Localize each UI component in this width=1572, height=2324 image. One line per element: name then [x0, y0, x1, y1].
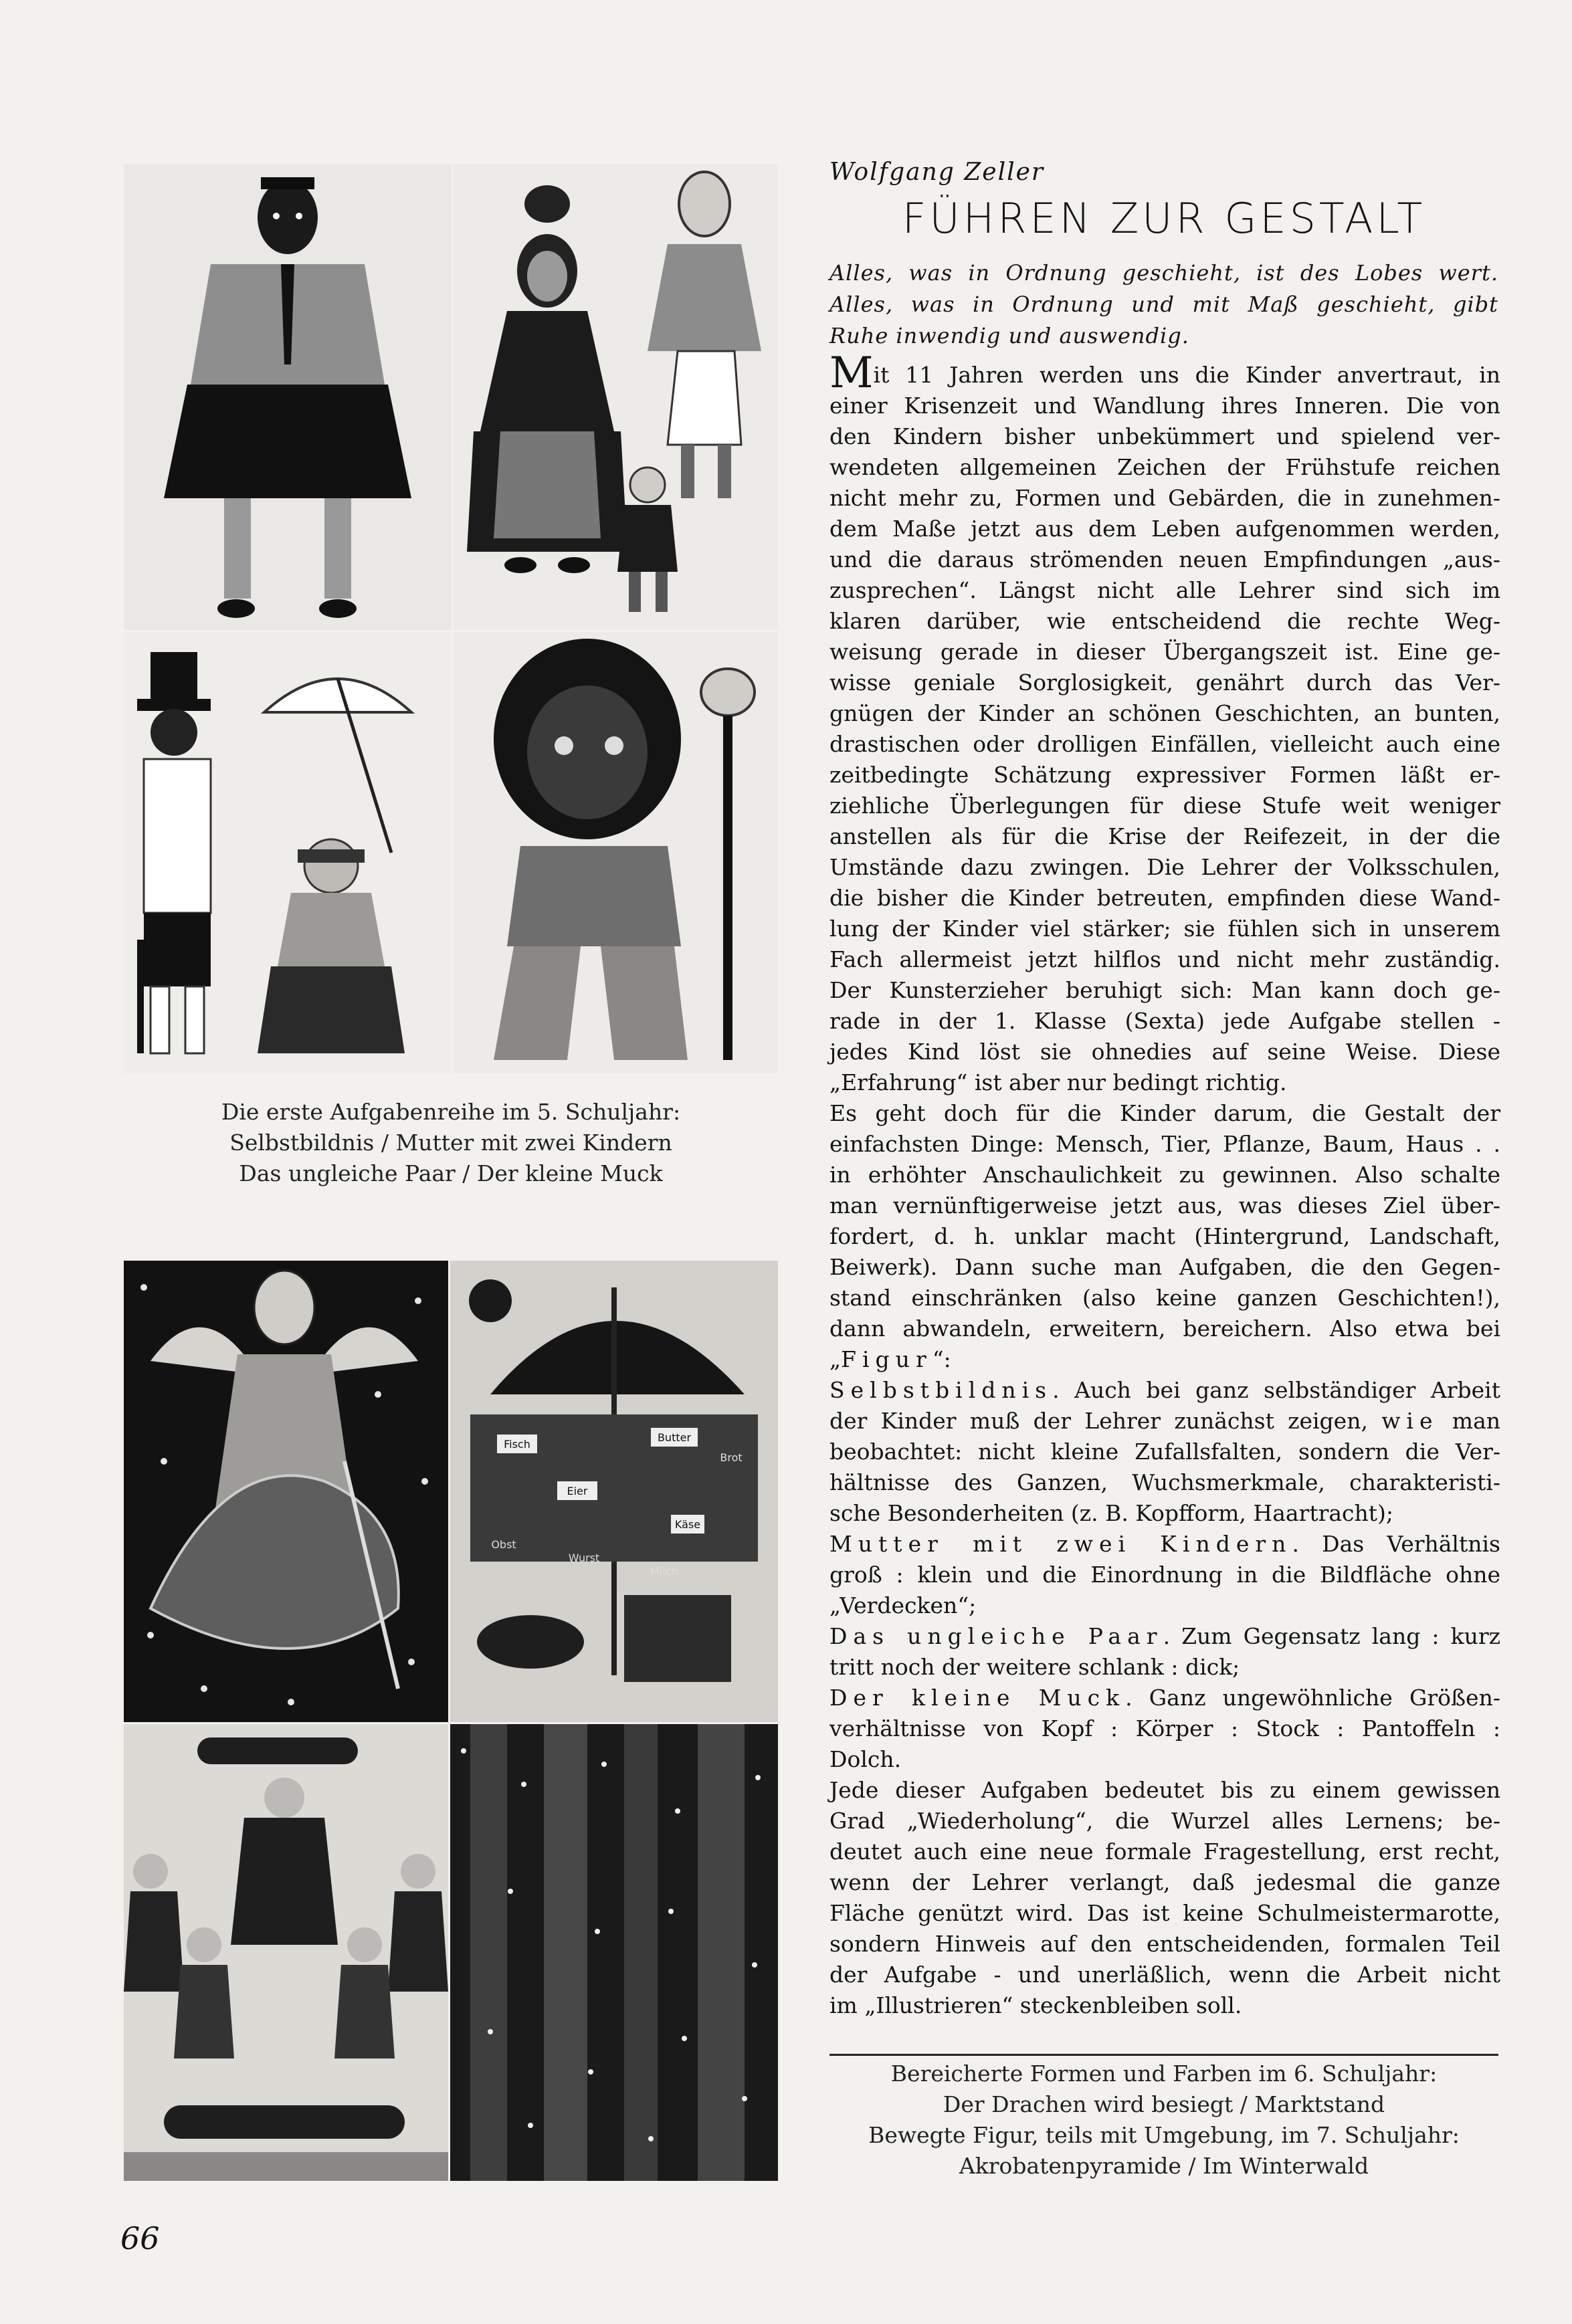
- figure-unequal-pair: [124, 632, 452, 1073]
- body-line: [829, 1529, 1500, 1560]
- body-line: [829, 1252, 1500, 1283]
- body-line: [829, 575, 1500, 606]
- unequal-pair-drawing: [124, 632, 452, 1073]
- figure-little-muck: [454, 632, 778, 1073]
- text-run: zeitbedingte Schätzung expressiver Formen läßt er-: [829, 762, 1500, 788]
- article-body: [829, 348, 1500, 2021]
- body-line: [829, 760, 1500, 790]
- body-line: [829, 1129, 1500, 1160]
- body-line: [829, 729, 1500, 760]
- text-run: . Ganz ungewöhnliche Größen-: [1125, 1685, 1500, 1711]
- caption-line: Das ungleiche Paar / Der kleine Muck: [239, 1160, 663, 1186]
- text-run: man: [1438, 1408, 1500, 1434]
- body-line: [829, 1467, 1500, 1498]
- stall-sign-label: Käse: [674, 1518, 701, 1531]
- page-number: 66: [120, 2220, 160, 2256]
- body-line: [829, 698, 1500, 729]
- drop-cap: M: [829, 348, 874, 398]
- body-line: [829, 1375, 1500, 1406]
- text-run: wendeten allgemeinen Zeichen der Frühstufe reichen: [829, 454, 1500, 480]
- body-line: [829, 452, 1500, 483]
- body-line: [829, 1960, 1500, 1990]
- text-run: deutet auch eine neue formale Fragestellung, erst recht,: [829, 1838, 1500, 1865]
- text-run: verhältnisse von Kopf : Körper : Stock : Pantoffeln :: [829, 1715, 1500, 1741]
- motto-line: Ruhe inwendig und auswendig.: [829, 323, 1189, 348]
- text-run: . Zum Gegensatz lang : kurz: [1163, 1623, 1500, 1649]
- figure-mother-with-children: [454, 164, 778, 630]
- body-line: [829, 1283, 1500, 1313]
- caption-rule: [829, 2054, 1498, 2056]
- text-run: gnügen der Kinder an schönen Geschichten, an bunten,: [829, 700, 1500, 726]
- figure-market-stall: [450, 1261, 778, 1722]
- text-run: Grad „Wiederholung“, die Wurzel alles Lernens; be-: [829, 1808, 1500, 1834]
- text-run: die bisher die Kinder betreuten, empfinden diese Wand-: [829, 885, 1500, 911]
- text-run: im „Illustrieren“ steckenbleiben soll.: [829, 1992, 1242, 2018]
- article-title: FÜHREN ZUR GESTALT: [902, 194, 1426, 243]
- spaced-term: Figur: [841, 1346, 932, 1372]
- text-run: „Verdecken“;: [829, 1592, 977, 1618]
- body-line: [829, 1160, 1500, 1190]
- body-line: [829, 883, 1500, 914]
- body-line: [829, 348, 1500, 398]
- body-line: [829, 1344, 1500, 1375]
- body-line: [829, 1621, 1500, 1652]
- body-line: [829, 1037, 1500, 1067]
- text-run: groß : klein und die Einordnung in die Bildfläche ohne: [829, 1562, 1500, 1588]
- text-run: Jede dieser Aufgaben bedeutet bis zu einem gewissen: [829, 1777, 1500, 1803]
- text-run: Umstände dazu zwingen. Die Lehrer der Volksschulen,: [829, 854, 1500, 880]
- text-run: wisse geniale Sorglosigkeit, genährt durch das Ver-: [829, 669, 1500, 696]
- little-muck-drawing: [454, 632, 778, 1073]
- text-run: den Kindern bisher unbekümmert und spielend ver-: [829, 423, 1500, 449]
- body-line: [829, 1006, 1500, 1037]
- body-line: [829, 1406, 1500, 1437]
- text-run: beobachtet: nicht kleine Zufallsfalten, sondern die Ver-: [829, 1439, 1500, 1465]
- market-stall-drawing: [450, 1261, 778, 1722]
- caption-line: Akrobatenpyramide / Im Winterwald: [959, 2153, 1369, 2179]
- caption-line: Der Drachen wird besiegt / Marktstand: [943, 2091, 1385, 2117]
- body-line: [829, 1560, 1500, 1590]
- dragon-drawing: [124, 1261, 448, 1722]
- body-line: [829, 606, 1500, 637]
- body-line: [829, 421, 1500, 452]
- winter-forest-drawing: [450, 1724, 778, 2181]
- text-run: ziehliche Überlegungen für diese Stufe weit weniger: [829, 793, 1500, 819]
- text-run: sche Besonderheiten (z. B. Kopfform, Haartracht);: [829, 1500, 1394, 1526]
- figure-acrobat-pyramid: [124, 1724, 448, 2181]
- stall-sign-label: Butter: [657, 1431, 692, 1444]
- spaced-term: wie: [1381, 1408, 1439, 1434]
- body-line: [829, 1498, 1500, 1529]
- figure-winter-forest: [450, 1724, 778, 2181]
- body-line: [829, 1744, 1500, 1775]
- text-run: dem Maße jetzt aus dem Leben aufgenommen werden,: [829, 516, 1500, 542]
- stall-sign-label: Milch: [650, 1565, 678, 1578]
- text-run: „: [829, 1346, 842, 1372]
- spaced-term: Das ungleiche Paar: [829, 1623, 1163, 1649]
- body-line: [829, 1190, 1500, 1221]
- body-line: [829, 1313, 1500, 1344]
- motto-line: Alles, was in Ordnung geschieht, ist des Lobes wert.: [829, 260, 1498, 286]
- text-run: der Aufgabe - und unerläßlich, wenn die Arbeit nicht: [829, 1962, 1500, 1988]
- author-name: Wolfgang Zeller: [829, 159, 1045, 186]
- text-run: in erhöhter Anschaulichkeit zu gewinnen. Also schalte: [829, 1162, 1500, 1188]
- stall-sign-label: Brot: [720, 1451, 743, 1464]
- body-line: [829, 1898, 1500, 1929]
- body-line: [829, 1929, 1500, 1960]
- text-run: . Das Verhältnis: [1292, 1531, 1500, 1557]
- text-run: weisung gerade in dieser Übergangszeit ist. Eine ge-: [829, 639, 1500, 665]
- body-line: [829, 544, 1500, 575]
- text-run: „Erfahrung“ ist aber nur bedingt richtig.: [829, 1069, 1287, 1095]
- figure-self-portrait: [124, 164, 452, 630]
- text-run: man vernünftigerweise jetzt aus, was dieses Ziel über-: [829, 1192, 1500, 1219]
- body-line: [829, 1098, 1500, 1129]
- body-line: [829, 1590, 1500, 1621]
- text-run: Beiwerk). Dann suche man Aufgaben, die den Gegen-: [829, 1254, 1500, 1280]
- body-line: [829, 1713, 1500, 1744]
- body-line: [829, 914, 1500, 944]
- self-portrait-drawing: [124, 164, 452, 630]
- text-run: Fläche genützt wird. Das ist keine Schulmeistermarotte,: [829, 1900, 1500, 1926]
- text-run: “:: [932, 1346, 951, 1372]
- text-run: tritt noch der weitere schlank : dick;: [829, 1654, 1240, 1680]
- body-line: [829, 852, 1500, 883]
- stall-sign-label: Eier: [567, 1485, 588, 1497]
- text-run: nicht mehr zu, Formen und Gebärden, die in zunehmen-: [829, 485, 1500, 511]
- mother-drawing: [454, 164, 778, 630]
- body-line: [829, 483, 1500, 514]
- text-run: anstellen als für die Krise der Reifezeit, in der die: [829, 823, 1500, 849]
- caption-line: Bewegte Figur, teils mit Umgebung, im 7. Schuljahr:: [868, 2122, 1460, 2148]
- body-line: [829, 944, 1500, 975]
- body-line: [829, 514, 1500, 544]
- body-line: [829, 1652, 1500, 1683]
- body-line: [829, 1683, 1500, 1713]
- body-line: [829, 667, 1500, 698]
- text-run: hältnisse des Ganzen, Wuchsmerkmale, charakteristi-: [829, 1469, 1500, 1495]
- body-line: [829, 1067, 1500, 1098]
- body-line: [829, 1990, 1500, 2021]
- stall-sign-label: Obst: [491, 1538, 516, 1551]
- text-run: Es geht doch für die Kinder darum, die Gestalt der: [829, 1100, 1500, 1126]
- text-run: wenn der Lehrer verlangt, daß jedesmal die ganze: [829, 1869, 1500, 1895]
- body-line: [829, 975, 1500, 1006]
- body-line: [829, 637, 1500, 667]
- body-line: [829, 1867, 1500, 1898]
- text-run: zusprechen“. Längst nicht alle Lehrer sind sich im: [829, 577, 1500, 603]
- body-line: [829, 1221, 1500, 1252]
- text-run: einer Krisenzeit und Wandlung ihres Inneren. Die von: [829, 393, 1500, 419]
- stall-sign-label: Wurst: [568, 1552, 600, 1564]
- figure-dragon-defeated: [124, 1261, 448, 1722]
- caption-line: Selbstbildnis / Mutter mit zwei Kindern: [229, 1130, 672, 1156]
- text-run: fordert, d. h. unklar macht (Hintergrund, Landschaft,: [829, 1223, 1500, 1249]
- text-run: klaren darüber, wie entscheidend die rechte Weg-: [829, 608, 1500, 634]
- motto: [829, 257, 1498, 352]
- text-run: it 11 Jahren werden uns die Kinder anvertraut, in: [873, 362, 1500, 388]
- text-run: sondern Hinweis auf den entscheidenden, formalen Teil: [829, 1931, 1500, 1957]
- text-run: Dolch.: [829, 1746, 902, 1772]
- body-line: [829, 790, 1500, 821]
- motto-line: Alles, was in Ordnung und mit Maß geschieht, gibt: [829, 292, 1498, 317]
- body-line: [829, 391, 1500, 421]
- acrobat-drawing: [124, 1724, 448, 2181]
- text-run: dann abwandeln, erweitern, bereichern. Also etwa bei: [829, 1315, 1500, 1342]
- body-line: [829, 1775, 1500, 1806]
- body-line: [829, 1806, 1500, 1836]
- text-run: rade in der 1. Klasse (Sexta) jede Aufgabe stellen -: [829, 1008, 1500, 1034]
- text-run: der Kinder muß der Lehrer zunächst zeigen,: [829, 1408, 1382, 1434]
- text-run: drastischen oder drolligen Einfällen, vielleicht auch eine: [829, 731, 1500, 757]
- text-run: stand einschränken (also keine ganzen Geschichten!),: [829, 1285, 1500, 1311]
- caption-first-series: [124, 1097, 778, 1189]
- stall-sign-label: Fisch: [504, 1438, 530, 1451]
- spaced-term: Der kleine Muck: [829, 1685, 1126, 1711]
- text-run: . Auch bei ganz selbständiger Arbeit: [1052, 1377, 1500, 1403]
- caption-line: Bereicherte Formen und Farben im 6. Schuljahr:: [890, 2061, 1438, 2087]
- text-run: lung der Kinder viel stärker; sie fühlen sich in unserem: [829, 916, 1500, 942]
- text-run: Der Kunsterzieher beruhigt sich: Man kann doch ge-: [829, 977, 1500, 1003]
- caption-second-series: [829, 2058, 1498, 2182]
- text-run: jedes Kind löst sie ohnedies auf seine Weise. Diese: [829, 1039, 1500, 1065]
- body-line: [829, 1836, 1500, 1867]
- caption-line: Die erste Aufgabenreihe im 5. Schuljahr:: [221, 1099, 681, 1125]
- spaced-term: Selbstbildnis: [829, 1377, 1053, 1403]
- text-run: Fach allermeist jetzt hilflos und nicht mehr zuständig.: [829, 946, 1500, 972]
- body-line: [829, 1437, 1500, 1467]
- text-run: und die daraus strömenden neuen Empfindungen „aus-: [829, 546, 1500, 572]
- spaced-term: Mutter mit zwei Kindern: [829, 1531, 1292, 1557]
- text-run: einfachsten Dinge: Mensch, Tier, Pflanze, Baum, Haus . .: [829, 1131, 1500, 1157]
- body-line: [829, 821, 1500, 852]
